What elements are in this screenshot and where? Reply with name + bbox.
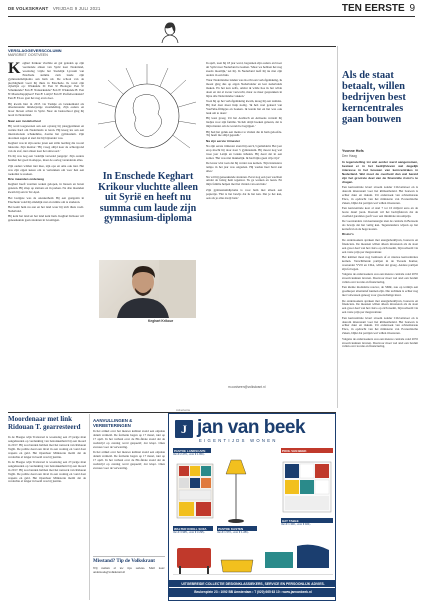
sun-illustration [96,62,198,170]
brief2-paragraph: In het artikel over het nieuwe kabinet stond een onjuiste datum vermeld. De formatie begon op 17 maart, niet op 17 april. In het verhaal over de EK-finale stond dat de wedstrijd op zondag werd gespeeld; dat klopt. Onze excuses voor de verwarring. [93,450,165,470]
ad-lamp-image [221,454,251,524]
tip-text [93,567,165,576]
news-headline: Als de staat betaalt, willen bedrijven best kerncentrales gaan bouwen [342,70,406,125]
news-lede: In tegenstelling tot wat eerder werd aangenomen, bestaat er in het bedrijfsleven wel degelijk interesse in het bouwen van kerncentrales in Nederland. Wel moet de overheid dan wel bereid zijn het grootste deel van de financiële risico's te dragen. [342,161,418,184]
ad-banner-1-title: PASTOE LANDSCAPE [173,448,211,453]
brief2-headline: AANVULLINGEN & VERBETERINGEN [93,418,133,428]
issue-date: VRIJDAG 9 JULI 2021 [52,6,101,11]
ad-tagline: EIGENTIJDS WONEN [199,438,278,443]
news-paragraph: De voorstanders van kernenergie zien de centrale in Borssele als bewijs dat het veilig kan. Tegenstanders wijzen op het kernafval en de hoge kosten. [342,219,418,231]
news-paragraph: Een kerncentrale kost al snel 7 tot 10 miljard euro en de bouw duurt jaren. Daarom wil het bedrijfsleven dat de overheid garanties geeft voor een minimale stroomprijs. [342,205,418,218]
news-paragraph: De onderzoekers spraken met energiebedrijven, bouwers en financiers. De meesten willen alleen investeren als de staat een groot deel van het risico op zich neemt, bijvoorbeeld via een vaste prijs per megawattuur. [342,298,418,315]
column-paragraph: eghart Krikour vluchtte en gaf geleden op zijn veertiende alleen van Syrië naar Nederland, woensdag vrijde het Stedelijk Lyceum van Enschede summa cum laude zijn gymnasiumdiploma aan hem uit. De school van de plechtigheid voert hij thuis in Enschede. Ik vond zijn cijferlijst op: Wiskunde D: Een 9! Biologie: Een 9! Scheikunde? Een 8! Natuurkunde? Een 8! Wiskunde B: Een 8! Maatschappijleer? Een 8! Latijn? Een 8! Profielwerkstuk? Een 8! En zo gaat het nog even door. [8,62,84,101]
ad-banner-5 [281,448,333,453]
column-author: MARGRIET OOSTVEEN [8,53,48,57]
feature-paragraph: Nu wil hij geneeskunde studeren. Eerst nog een jaar wachten omdat de loting hem tegenzat. 'Ik ga werken en lezen. En mijn familie helpen met het vinden van een huis.' [206,174,282,187]
ad-banner-2-title: WALTER KNOLL SOFA [173,526,213,531]
feature-paragraph: De leraar wist toen dat hij verder zou komen. 'Zijn intensieve tempo in het jaar was ongezien. Hij werkte heel hard aan alles.' [206,161,282,174]
ad-banner-3-title: PASTOE KASTEN [217,526,257,531]
ad-banner-4 [281,518,333,526]
column-paragraph: En hij was nog een 'redelijk verwend jongetje'. Zijn ouders hadden het goed in Aleppo, maar de oorlog veranderde alles. [8,154,84,163]
column-paragraph: Het komt hem nu aan en het land waar hij zich thuis voelt. Nederland. [8,204,84,213]
ad-banner-2-price: Van € 3.995,- voor € 3.295,- [173,531,206,534]
ad-banner-4-title: HAY TABLE [281,518,333,523]
page-number: 9 [409,3,415,14]
news-paragraph: Volgens de onderzoekers zou een nieuwe centrale rond 2035 stroom kunnen leveren. Daarvoor moet wel snel een besluit vallen over locatie en financiering. [342,336,418,349]
tip-headline: Misstand? Tip de Volkskrant [93,559,155,564]
ad-banner-3-price: Van € 1.570,- voor € 1.280,- [217,531,250,534]
photo-caption: Keghart Krikour [148,319,174,323]
brief2-text [93,430,165,550]
svg-text:J: J [181,422,187,436]
column-paragraph: Keghart heeft veertien weken gelopen, in bussen en boten gezeten. Hij sliep op stations en in parken. Na drie maanden kwam hij aan in Ter Apel. [8,182,84,195]
news-paragraph: Een kleine modulaire reactor, de SMR, zou op termijn een goedkoper alternatief kunnen zijn. Die techniek is echter nog niet volwassen genoeg voor grootschalige inzet. [342,285,418,298]
brief1-text [8,436,86,600]
section-name: TEN EERSTE [341,3,405,14]
feature-headline: In Enschede Keghart Krikour vluchtte alleen uit Syrië en heeft nu summa cum laude zijn gymnasium-diploma [98,171,198,224]
ad-address[interactable]: Beukenplein 23 • 1092 BB Amsterdam • T (020) 665 63 10 • www.janvanbeek.nl [169,588,336,597]
news-text [342,161,418,601]
news-author: Yvonne Hofs [342,149,364,153]
ad-footer: UITGEBREIDE COLLECTIE DESIGNKLASSIEKERS, SERVICE EN PERSOONLIJK ADVIES. [169,580,336,587]
column-text-col1 [8,62,84,280]
brief-divider [89,414,90,600]
news-subhead: Risico's [342,232,354,237]
feature-paragraph: Hij leest graag. Uit het Arabisch en Armeens vertaalt hij liedjes voor zijn familie. 'Ik heb altijd boeken gelezen, dat is mijn manier om de wereld te begrijpen.' [206,116,282,129]
column-paragraph: Hij kwam hier in 2015 via Turkije en Griekenland als alleenstaande minderjarige vreemdeling. Zijn ouders en broer bleven achter in Syrië. Naar de basisschool ging hij nooit in Nederland. [8,101,84,118]
news-paragraph: Het kabinet moet nog beslissen of er nieuwe kerncentrales komen. Verschillende partijen in de Tweede Kamer, waaronder VVD en CDA, willen dat graag. Andere partijen zijn fel tegen. [342,254,418,271]
ad-banner-1 [173,448,211,456]
ad-banner-3 [217,526,257,534]
feature-signoff[interactable]: m.oostveen@volkskrant.nl [228,385,266,389]
ad-brand: jan van beek [197,417,306,438]
masthead-right [342,3,415,14]
feature-paragraph: Hij had het geluk een mentor te vinden die in hem geloofde. 'Zij heeft me altijd gepusht.' [206,129,282,138]
column-paragraph: Keghart was in zijn eerste jaren een stille leerling die vooral luisterde. Zijn mentor: 'Hij vroeg altijd naar de achtergrond van de stof, niet alleen naar het antwoord.' [8,141,84,154]
masthead-left [8,6,101,11]
ad-label: Advertentie [176,408,191,412]
ad-shelf-image [281,458,333,514]
feature-paragraph: Zijn gymnasiumdiploma is voor hem niet alleen een papiertje. 'Het is het bewijs dat ik het kan. Dat je het kan, ook als je alles kwijt bent.' [206,187,282,200]
column-divider [337,46,338,408]
column-paragraph: Hij werd toegewezen aan een opvang bij pleeggezinnen en werkte hard om Nederlands te leren. Hij kreeg les aan een internationale schakelklas, daarna het gymnasium. Zijn docenten zagen al snel dat hij bijzonder was. [8,124,84,140]
ad-banner-5-title: POOL VAN BEEK [281,448,333,453]
news-paragraph: De onderzoekers spraken met energiebedrijven, bouwers en financiers. De meesten willen alleen investeren als de staat een groot deel van het risico op zich neemt, bijvoorbeeld via een vaste prijs per megawattuur. [342,237,418,254]
ad-sofa-image [173,538,333,578]
masthead-rule [8,16,415,17]
ad-box[interactable] [168,413,336,601]
column-kicker: VERSLAGGEVERSCOLUMN [8,48,62,53]
column-paragraph: Hij kent het land en het land kent hem. Keghart Krikour wil geneeskunde gaan studeren in Groningen. [8,214,84,223]
column-top-rule [8,46,336,47]
column-paragraph: Het lastigste was de onzekerheid. Bij een gastgezin in Enschede vond hij eindelijk rust en ruimte om te studeren. [8,195,84,204]
brief2-paragraph: In het artikel over het nieuwe kabinet stond een onjuiste datum vermeld. De formatie begon op 17 maart, niet op 17 april. In het verhaal over de EK-finale stond dat de wedstrijd op zondag werd gespeeld; dat klopt. Onze excuses voor de verwarring. [93,430,165,449]
tip-rule [93,556,165,557]
brief1-headline: Moordenaar met link Ridouan T. gearresteerd [8,415,81,431]
paper-name: DE VOLKSKRANT [8,6,49,11]
portrait-photo [99,260,196,318]
brief1-paragraph: In de Haagse wijk Transvaal is woensdag een 27-jarige man aangehouden op verdenking van betrokkenheid bij een moord in 2017. Hij zou banden hebben met het netwerk van Ridouan Taghi. De politie deed een inval in een woning en vond daar wapens en geld. Het Openbaar Ministerie meldt dat de verdachte al langer in beeld was bij justitie. [8,459,86,484]
columnist-portrait [160,21,180,43]
ad-cabinet-image [173,462,217,522]
column-subhead: Drie maanden onderweg [8,176,44,181]
feature-subhead: Na zijn eerste trimester [206,138,241,143]
drop-cap: K [8,62,21,77]
ad-banner-1-price: Van € 2.276,- voor € 1.860,- [173,453,206,456]
feature-paragraph: Toen hij op het verlofgemaking kwam, kreeg hij een taalklas. Hij had daar meer hulp nodig. 'Ik heb veel geleerd van YouTube-filmpjes en boeken. Ik leerde het en het was ook leuk om te doen.' [206,99,282,115]
ad-banner-2 [173,526,213,534]
news-paragraph: Een kerncentrale levert stroom zonder CO2-uitstoot en is daarom interessant voor het klimaatbeleid. Het bouwen is echter duur en riskant. Uit onderzoek van adviesbureau Enco, in opdracht van het ministerie van Economische Zaken, blijkt dat partijen wel willen investeren. [342,315,418,336]
tip-paragraph: Wij nemen al uw tips serieus. Mail naar: onderzoek@volkskrant.nl [93,566,165,574]
feature-paragraph: 'Naar Nederlandse landen was ik echt een verlofgemaking, ik moest ging dus op eigen Nederlander en leer nederlands maken. En het kon zelfs, omdat ik wilde hoe ik het wilde doen en dat al zwaar verwacht, maar ze meer gesprekken in bijna alle Nederlandse vakken.' [206,78,282,98]
column-paragraph: Zijn ouders wilden niet mee, zijn opa en oma ook niet. Het was zijn eigen keuze om te vertrekken om voor hen een toekomst te zoeken. [8,163,84,176]
column-subhead: Naar een modelschool [8,118,42,123]
ad-logo-icon [175,420,193,438]
feature-paragraph: In april, toen hij 18 jaar werd, begonnen zijn ouders en broer uit Syrië naar Nederland te komen. 'Maar we hebben het nog steeds moeilijk,' zei hij. In Nederland leeft hij nu met zijn ouders in een huis. [206,62,282,77]
news-dateline: Den Haag [342,154,357,158]
news-paragraph: Een kerncentrale levert stroom zonder CO2-uitstoot en is daarom interessant voor het klimaatbeleid. Het bouwen is echter duur en riskant. Uit onderzoek van adviesbureau Enco, in opdracht van het ministerie van Economische Zaken, blijkt dat partijen wel willen investeren. [342,184,418,205]
brief1-paragraph: In de Haagse wijk Transvaal is woensdag een 27-jarige man aangehouden op verdenking van betrokkenheid bij een moord in 2017. Hij zou banden hebben met het netwerk van Ridouan Taghi. De politie deed een inval in een woning en vond daar wapens en geld. Het Openbaar Ministerie meldt dat de verdachte al langer in beeld was bij justitie. [8,436,86,459]
feature-text-col [206,62,282,372]
feature-paragraph: Na zijn eerste trimester stond hij een 9,3 gemiddeld. Het jaar erop mocht hij door naar 5 gymnasium. Hij moest nog wel twee jaar Latijn en Grieks inhalen. Hij deed dat in een zomer. 'Het was niet makkelijk. Ik had bijna geen vrije tijd.' [206,144,282,160]
news-paragraph: Volgens de onderzoekers zou een nieuwe centrale rond 2035 stroom kunnen leveren. Daarvoor moet wel snel een besluit vallen over locatie en financiering. [342,272,418,284]
ad-banner-4-price: Van € 1.300,- voor € 920,- [281,523,311,526]
